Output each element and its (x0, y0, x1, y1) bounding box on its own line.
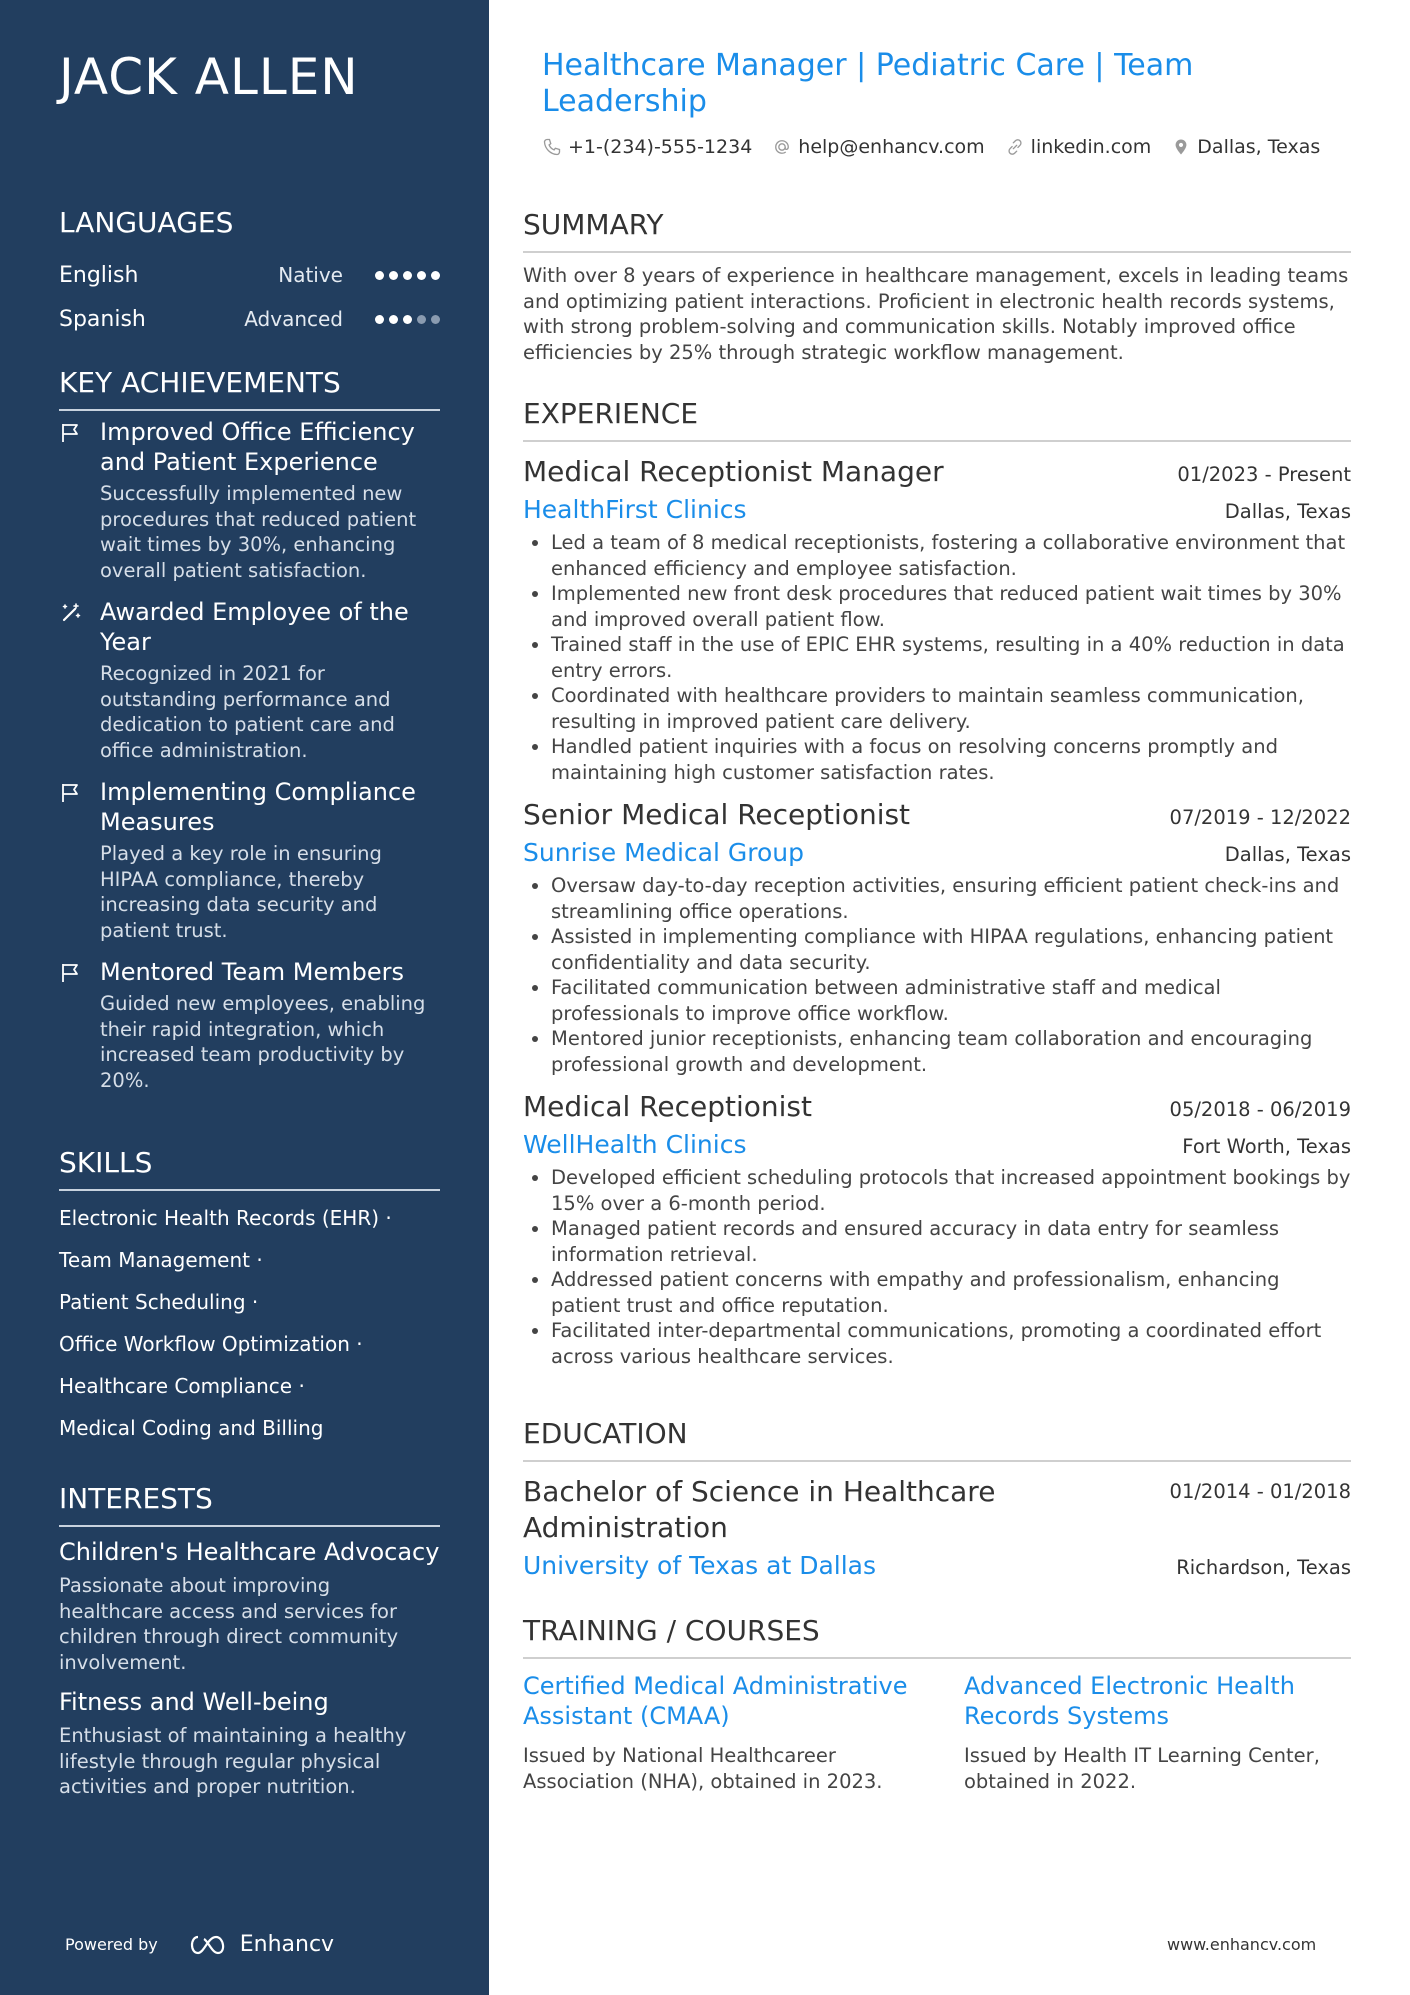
job-entry (523, 454, 1351, 785)
rating-dot-filled (403, 315, 412, 324)
magic-wand-icon (59, 601, 83, 625)
achievement-desc: Recognized in 2021 for outstanding performance and dedication to patient care and office administration. (100, 662, 395, 762)
interest-title: Fitness and Well-being (59, 1688, 329, 1716)
achievement-title: Mentored Team Members (100, 958, 405, 986)
job-bullet: Led a team of 8 medical receptionists, fostering a collaborative environment that enhanced efficiency and employee satisfaction. (523, 530, 1351, 581)
achievements-section (59, 366, 440, 1093)
education-title: EDUCATION (523, 1417, 1351, 1462)
job-location: Dallas, Texas (1224, 843, 1351, 866)
job-bullet: Addressed patient concerns with empathy and professionalism, enhancing patient trust and office reputation. (523, 1267, 1351, 1318)
link-icon (1005, 137, 1025, 157)
job-title: Medical Receptionist Manager (523, 455, 944, 488)
rating-dot-filled (389, 315, 398, 324)
contact-linkedin[interactable] (1005, 136, 1152, 158)
flag-icon (59, 421, 83, 445)
website-link[interactable]: www.enhancv.com (1167, 1935, 1317, 1954)
job-title: Medical Receptionist (523, 1090, 812, 1123)
contact-location (1171, 136, 1320, 158)
linkedin-text: linkedin.com (1030, 136, 1152, 158)
job-location: Fort Worth, Texas (1182, 1135, 1351, 1158)
education-degree: Bachelor of Science in Healthcare Administration (523, 1475, 996, 1544)
language-rating (375, 271, 440, 280)
language-name: Spanish (59, 306, 146, 332)
rating-dot-filled (375, 315, 384, 324)
location-pin-icon (1171, 137, 1191, 157)
job-date: 05/2018 - 06/2019 (1169, 1098, 1351, 1121)
enhancv-logo-text: Enhancv (239, 1932, 335, 1957)
achievements-title: KEY ACHIEVEMENTS (59, 366, 440, 411)
job-entry (523, 797, 1351, 1077)
achievement-desc: Played a key role in ensuring HIPAA compliance, thereby increasing data security and patient trust. (100, 842, 382, 942)
language-row (59, 297, 440, 341)
summary-title: SUMMARY (523, 208, 1351, 253)
skill-item: Medical Coding and Billing (59, 1416, 324, 1440)
achievement-desc: Successfully implemented new procedures that reduced patient wait times by 30%, enhancing overall patient satisfaction. (100, 482, 417, 582)
job-bullets (523, 1165, 1351, 1369)
achievement-item (59, 597, 440, 763)
course-desc: Issued by National Healthcareer Association (NHA), obtained in 2023. (523, 1744, 883, 1793)
flag-icon (59, 781, 83, 805)
contact-bar (542, 136, 1320, 158)
skill-item: Healthcare Compliance · (59, 1374, 305, 1398)
job-bullets (523, 873, 1351, 1077)
experience-title: EXPERIENCE (523, 397, 1351, 442)
enhancv-logo[interactable] (186, 1932, 334, 1957)
course-title: Advanced Electronic Health Records Systems (964, 1672, 1295, 1730)
interests-section (59, 1482, 440, 1800)
language-rating (375, 315, 440, 324)
job-company: WellHealth Clinics (523, 1130, 747, 1159)
job-bullet: Facilitated communication between administrative staff and medical professionals to improve office workflow. (523, 975, 1351, 1026)
interests-title: INTERESTS (59, 1482, 440, 1527)
enhancv-logo-icon (186, 1933, 232, 1957)
job-date: 07/2019 - 12/2022 (1169, 806, 1351, 829)
education-entry (523, 1474, 1351, 1582)
email-text: help@enhancv.com (798, 136, 985, 158)
language-name: English (59, 262, 139, 288)
languages-section (59, 206, 440, 341)
skills-title: SKILLS (59, 1146, 440, 1191)
job-date: 01/2023 - Present (1177, 463, 1351, 486)
job-entry (523, 1089, 1351, 1369)
training-title: TRAINING / COURSES (523, 1614, 1351, 1659)
summary-text: With over 8 years of experience in healthcare management, excels in leading teams and optimizing patient interactions. Proficient in electronic health records systems, with strong problem-solving and communication skills. Notably improved office efficiencies by 25% through strategic workflow management. (523, 264, 1349, 364)
phone-text: +1-(234)-555-1234 (568, 136, 753, 158)
skill-item: Patient Scheduling · (59, 1290, 259, 1314)
skill-item: Team Management · (59, 1248, 263, 1272)
job-bullet: Handled patient inquiries with a focus on resolving concerns promptly and maintaining high customer satisfaction rates. (523, 734, 1351, 785)
course-item (523, 1671, 909, 1794)
rating-dot-filled (403, 271, 412, 280)
experience-section (523, 397, 1351, 1369)
languages-title: LANGUAGES (59, 206, 234, 239)
education-location: Richardson, Texas (1176, 1556, 1351, 1579)
skills-section (59, 1146, 440, 1449)
job-title: Senior Medical Receptionist (523, 798, 911, 831)
achievement-title: Awarded Employee of the Year (100, 598, 409, 656)
summary-section (523, 208, 1351, 365)
sidebar (0, 0, 489, 1995)
rating-dot-filled (431, 271, 440, 280)
job-company: HealthFirst Clinics (523, 495, 747, 524)
job-bullets (523, 530, 1351, 785)
job-bullet: Managed patient records and ensured accuracy in data entry for seamless information retrieval. (523, 1216, 1351, 1267)
headline: Healthcare Manager | Pediatric Care | Team Leadership (542, 48, 1194, 119)
rating-dot-filled (389, 271, 398, 280)
flag-icon (59, 961, 83, 985)
achievement-desc: Guided new employees, enabling their rapid integration, which increased team productivity by 20%. (100, 992, 426, 1092)
rating-dot-empty (417, 315, 426, 324)
achievement-title: Implementing Compliance Measures (100, 778, 416, 836)
candidate-name: JACK ALLEN (59, 48, 359, 106)
powered-by (65, 1932, 334, 1957)
location-text: Dallas, Texas (1197, 136, 1321, 158)
training-section (523, 1614, 1351, 1794)
achievement-item (59, 957, 440, 1093)
language-row (59, 253, 440, 297)
language-level: Advanced (244, 307, 343, 331)
powered-by-label: Powered by (65, 1935, 158, 1954)
job-bullet: Mentored junior receptionists, enhancing team collaboration and encouraging professional growth and development. (523, 1026, 1351, 1077)
education-date: 01/2014 - 01/2018 (1169, 1480, 1351, 1503)
interest-desc: Passionate about improving healthcare access and services for children through direct community involvement. (59, 1574, 399, 1674)
contact-phone[interactable] (542, 136, 752, 158)
rating-dot-empty (431, 315, 440, 324)
skill-item: Office Workflow Optimization · (59, 1332, 363, 1356)
contact-email[interactable] (772, 136, 984, 158)
achievement-item (59, 417, 440, 583)
skill-item: Electronic Health Records (EHR) · (59, 1206, 392, 1230)
course-item (964, 1671, 1350, 1794)
rating-dot-filled (375, 271, 384, 280)
job-bullet: Assisted in implementing compliance with HIPAA regulations, enhancing patient confidentiality and data security. (523, 924, 1351, 975)
education-school: University of Texas at Dallas (523, 1551, 877, 1580)
job-bullet: Coordinated with healthcare providers to maintain seamless communication, resulting in improved patient care delivery. (523, 683, 1351, 734)
achievement-item (59, 777, 440, 943)
language-level: Native (278, 263, 343, 287)
job-bullet: Implemented new front desk procedures that reduced patient wait times by 30% and improved overall patient flow. (523, 581, 1351, 632)
job-bullet: Developed efficient scheduling protocols that increased appointment bookings by 15% over a 6-month period. (523, 1165, 1351, 1216)
at-icon (772, 137, 792, 157)
course-title: Certified Medical Administrative Assistant (CMAA) (523, 1672, 908, 1730)
job-location: Dallas, Texas (1224, 500, 1351, 523)
job-bullet: Facilitated inter-departmental communications, promoting a coordinated effort across various healthcare services. (523, 1318, 1351, 1369)
job-bullet: Oversaw day-to-day reception activities, ensuring efficient patient check-ins and streamlining office operations. (523, 873, 1351, 924)
course-desc: Issued by Health IT Learning Center, obtained in 2022. (964, 1744, 1320, 1793)
job-bullet: Trained staff in the use of EPIC EHR systems, resulting in a 40% reduction in data entry errors. (523, 632, 1351, 683)
interest-desc: Enthusiast of maintaining a healthy lifestyle through regular physical activities and proper nutrition. (59, 1724, 407, 1798)
rating-dot-filled (417, 271, 426, 280)
interest-title: Children's Healthcare Advocacy (59, 1538, 440, 1566)
achievement-title: Improved Office Efficiency and Patient Experience (100, 418, 415, 476)
job-company: Sunrise Medical Group (523, 838, 804, 867)
phone-icon (542, 137, 562, 157)
education-section (523, 1417, 1351, 1582)
